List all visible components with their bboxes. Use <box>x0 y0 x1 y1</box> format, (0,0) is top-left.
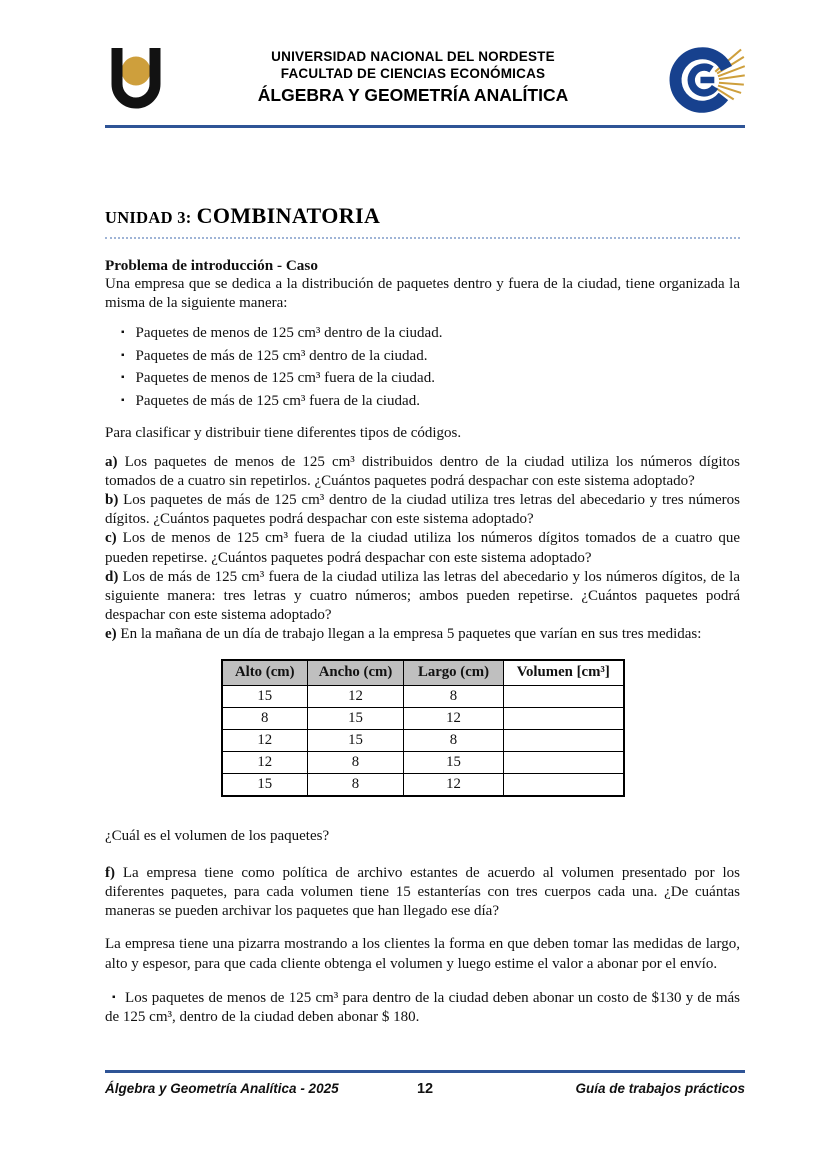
footer-rule <box>105 1070 745 1073</box>
page-footer <box>105 1081 745 1097</box>
table-cell: 15 <box>222 774 308 796</box>
cost-bullet-paragraph <box>105 988 740 1027</box>
list-item-text: Paquetes de más de 125 cm³ fuera de la ciudad. <box>135 392 420 409</box>
item-text: Los de menos de 125 cm³ fuera de la ciudad utiliza los números dígitos tomados de a cuatro que pueden repetirse. ¿Cuántos paquetes podrá despachar con este sistema adoptado? <box>105 530 740 566</box>
table-cell: 12 <box>222 730 308 752</box>
question-items <box>105 453 740 645</box>
unit-name: COMBINATORIA <box>196 203 381 228</box>
page-number: 12 <box>416 1081 434 1097</box>
list-item <box>121 367 740 390</box>
item-text: Los paquetes de menos de 125 cm³ distribuidos dentro de la ciudad utiliza los números dígitos tomados de a cuatro sin repetirlos. ¿Cuántos paquetes podrá despachar con este sistema adoptado? <box>105 453 740 489</box>
table-cell: 8 <box>308 774 404 796</box>
table-cell: 8 <box>404 730 504 752</box>
table-cell <box>504 708 624 730</box>
item-label: f) <box>105 864 115 881</box>
document-content <box>105 128 740 1027</box>
course-name: ÁLGEBRA Y GEOMETRÍA ANALÍTICA <box>257 85 569 105</box>
table-row <box>222 708 624 730</box>
ciencias-economicas-logo-icon <box>667 44 745 121</box>
item-label: a) <box>105 453 118 470</box>
item-c <box>105 529 740 567</box>
table-cell: 12 <box>308 686 404 708</box>
table-cell: 15 <box>404 752 504 774</box>
table-cell: 15 <box>308 730 404 752</box>
table-cell: 12 <box>404 774 504 796</box>
table-row <box>222 774 624 796</box>
table-row <box>222 752 624 774</box>
item-f <box>105 864 740 922</box>
title-underline <box>105 237 740 239</box>
item-e <box>105 625 740 644</box>
item-b <box>105 491 740 529</box>
item-label: b) <box>105 492 119 509</box>
table-cell <box>504 686 624 708</box>
measurements-table <box>221 659 625 797</box>
item-label: c) <box>105 530 117 547</box>
item-text: En la mañana de un día de trabajo llegan a la empresa 5 paquetes que varían en sus tres medidas: <box>120 626 702 643</box>
unit-title <box>105 194 740 231</box>
faculty-name: FACULTAD DE CIENCIAS ECONÓMICAS <box>280 66 546 81</box>
table-cell: 8 <box>308 752 404 774</box>
table-row <box>222 686 624 708</box>
table-row <box>222 730 624 752</box>
cost-bullet-text: Los paquetes de menos de 125 cm³ para dentro de la ciudad deben abonar un costo de $130 y de más de 125 cm³, dentro de la ciudad deben abonar $ 180. <box>105 989 740 1026</box>
measurements-table-wrap <box>105 659 740 797</box>
table-cell: 15 <box>222 686 308 708</box>
column-header: Volumen [cm³] <box>504 660 624 686</box>
list-item-text: Paquetes de menos de 125 cm³ dentro de la ciudad. <box>135 325 443 342</box>
intro-paragraph: Una empresa que se dedica a la distribución de paquetes dentro y fuera de la ciudad, tiene organizada la misma de la siguiente manera: <box>105 276 740 312</box>
list-item <box>121 322 740 345</box>
unit-prefix: UNIDAD 3: <box>105 208 192 227</box>
pizarra-paragraph: La empresa tiene una pizarra mostrando a los clientes la forma en que deben tomar las medidas de largo, alto y espesor, para que cada cliente obtenga el volumen y luego estime el valor a abonar por el envío. <box>105 936 740 972</box>
table-cell: 8 <box>404 686 504 708</box>
volume-question: ¿Cuál es el volumen de los paquetes? <box>105 827 330 844</box>
header-titles <box>167 44 659 106</box>
table-cell <box>504 752 624 774</box>
unne-u-logo-icon <box>105 44 167 123</box>
column-header: Largo (cm) <box>404 660 504 686</box>
classify-line: Para clasificar y distribuir tiene diferentes tipos de códigos. <box>105 425 462 442</box>
table-cell <box>504 774 624 796</box>
package-type-list <box>105 322 740 412</box>
item-d <box>105 568 740 626</box>
table-cell: 12 <box>222 752 308 774</box>
column-header: Alto (cm) <box>222 660 308 686</box>
table-cell: 12 <box>404 708 504 730</box>
page-header <box>105 44 745 123</box>
list-item-text: Paquetes de menos de 125 cm³ fuera de la ciudad. <box>135 370 435 387</box>
item-text: Los de más de 125 cm³ fuera de la ciudad utiliza las letras del abecedario y los números dígitos, de la siguiente manera: tres letras y cuatro números; ambos pueden repetirse. ¿Cuántos paquetes podrá despachar con este sistema adoptado? <box>105 568 741 624</box>
item-a <box>105 453 740 491</box>
table-header-row <box>222 660 624 686</box>
footer-course: Álgebra y Geometría Analítica - 2025 <box>105 1081 339 1096</box>
university-name: UNIVERSIDAD NACIONAL DEL NORDESTE <box>271 49 555 64</box>
column-header: Ancho (cm) <box>308 660 404 686</box>
table-cell: 15 <box>308 708 404 730</box>
table-cell: 8 <box>222 708 308 730</box>
item-text: La empresa tiene como política de archivo estantes de acuerdo al volumen presentado por los diferentes paquetes, para cada volumen tiene 15 estanterías con tres cuerpos cada una. ¿De cuántas maneras se pueden archivar los paquetes que han llegado ese día? <box>105 864 741 920</box>
item-label: d) <box>105 568 119 585</box>
list-item <box>121 390 740 413</box>
list-item-text: Paquetes de más de 125 cm³ dentro de la ciudad. <box>135 347 428 364</box>
item-text: Los paquetes de más de 125 cm³ dentro de la ciudad utiliza tres letras del abecedario y tres números dígitos. ¿Cuántos paquetes podrá despachar con este sistema adoptado? <box>105 492 740 528</box>
problem-heading: Problema de introducción - Caso <box>105 257 318 274</box>
footer-guide: Guía de trabajos prácticos <box>575 1081 746 1096</box>
table-cell <box>504 730 624 752</box>
list-item <box>121 345 740 368</box>
item-label: e) <box>105 626 117 643</box>
square-bullet-icon: ▪ <box>112 991 117 1003</box>
